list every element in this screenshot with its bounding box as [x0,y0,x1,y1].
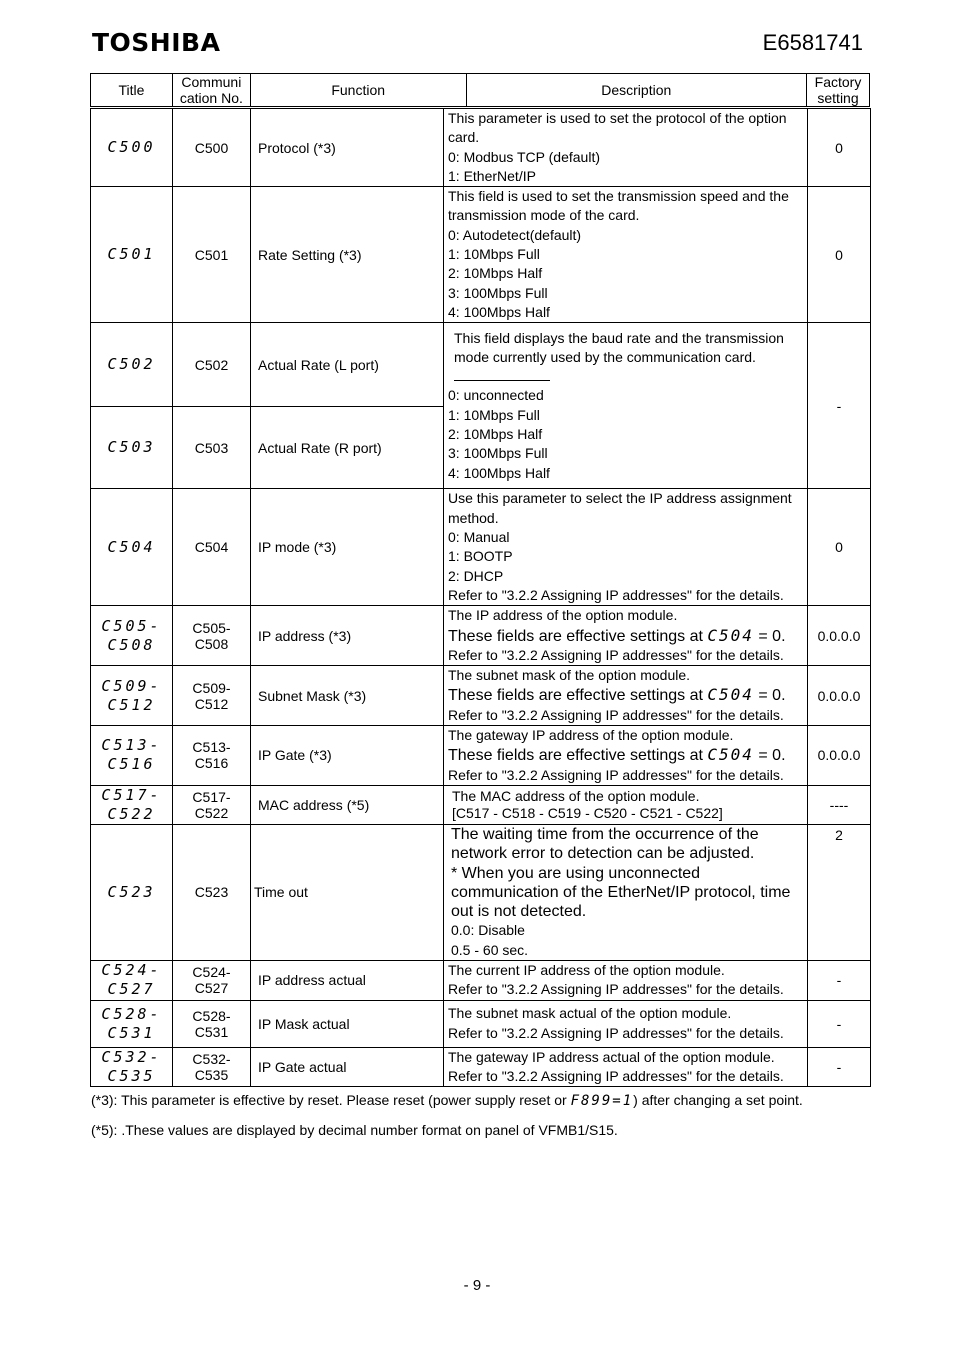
description: This field is used to set the transmission speed and the transmission mode of the card. 0: Autodetect(default) 1: 10Mbps Full 2: 10Mbps Half 3: 100Mbps Full 4: 100Mbps Half [444,187,808,323]
factory-setting: - [808,1047,871,1087]
factory-setting: 0.0.0.0 [808,726,871,786]
function-name: Rate Setting (*3) [251,187,444,323]
communication-number: C505- C508 [173,606,251,666]
header-communication-no: Communi cation No. [172,74,250,107]
factory-setting: 0.0.0.0 [808,666,871,726]
table-row [91,187,871,323]
function-name: IP mode (*3) [251,489,444,606]
factory-setting: 0 [808,109,871,187]
footnote-3: (*3): This parameter is effective by reset. Please reset (power supply reset or F899=1) after changing a set point. [91,1092,803,1109]
function-name: Subnet Mask (*3) [251,666,444,726]
factory-setting: 0 [808,187,871,323]
toshiba-logo: TOSHIBA [92,28,221,57]
page-number: - 9 - [463,1277,491,1294]
panel-display-title: C502 [91,323,173,407]
header-description: Description [466,74,806,107]
table-row [91,1000,871,1047]
function-name: IP Gate actual [251,1047,444,1087]
header-factory-setting: Factory setting [807,74,870,107]
communication-number: C502 [173,323,251,407]
header-title: Title [91,74,173,107]
footnote-5: (*5): .These values are displayed by decimal number format on panel of VFMB1/S15. [91,1122,618,1138]
description: The MAC address of the option module. [C517 - C518 - C519 - C520 - C521 - C522] [444,785,808,824]
description: The IP address of the option module. These fields are effective settings at C504 = 0. Refer to "3.2.2 Assigning IP addresses" for the details. [444,606,808,666]
table-row [91,1047,871,1087]
function-name: IP address (*3) [251,606,444,666]
table-row [91,489,871,606]
function-name: IP address actual [251,961,444,1001]
factory-setting: - [808,961,871,1001]
panel-display-title: C501 [91,187,173,323]
communication-number: C523 [173,824,251,960]
description: The gateway IP address of the option module. These fields are effective settings at C504 = 0. Refer to "3.2.2 Assigning IP addresses" for the details. [444,726,808,786]
divider [454,368,550,381]
panel-display-title: C517- C522 [91,785,173,824]
function-name: Actual Rate (L port) [251,323,444,407]
communication-number: C504 [173,489,251,606]
description: The waiting time from the occurrence of the network error to detection can be adjusted. * When you are using unconnected communication of the EtherNet/IP protocol, time out is not detected. 0.0: Disable 0.5 - 60 sec. [444,824,808,960]
table-row [91,109,871,187]
document-number: E6581741 [762,30,863,55]
function-name: Protocol (*3) [251,109,444,187]
table-row [91,606,871,666]
communication-number: C500 [173,109,251,187]
factory-setting: - [808,1000,871,1047]
table-row [91,961,871,1001]
table-row [91,323,871,407]
panel-display-title: C509- C512 [91,666,173,726]
panel-display-title: C532- C535 [91,1047,173,1087]
communication-number: C532- C535 [173,1047,251,1087]
table-row [91,785,871,824]
description: This parameter is used to set the protocol of the option card. 0: Modbus TCP (default) 1: EtherNet/IP [444,109,808,187]
function-name: IP Mask actual [251,1000,444,1047]
panel-display-title: C528- C531 [91,1000,173,1047]
description: Use this parameter to select the IP address assignment method. 0: Manual 1: BOOTP 2: DHCP Refer to "3.2.2 Assigning IP addresses" for the details. [444,489,808,606]
communication-number: C513- C516 [173,726,251,786]
parameter-table [90,108,871,1087]
communication-number: C501 [173,187,251,323]
factory-setting: - [808,323,871,489]
header-function: Function [250,74,466,107]
function-name: IP Gate (*3) [251,726,444,786]
description: The current IP address of the option module. Refer to "3.2.2 Assigning IP addresses" for the details. [444,961,808,1001]
function-name: Time out [251,824,444,960]
panel-display-title: C500 [91,109,173,187]
function-name: Actual Rate (R port) [251,407,444,489]
description: This field displays the baud rate and the transmission mode currently used by the communication card. 0: unconnected 1: 10Mbps Full 2: 10Mbps Half 3: 100Mbps Full 4: 100Mbps Half [444,323,808,489]
communication-number: C524- C527 [173,961,251,1001]
panel-display-title: C524- C527 [91,961,173,1001]
description: The subnet mask of the option module. These fields are effective settings at C504 = 0. Refer to "3.2.2 Assigning IP addresses" for the details. [444,666,808,726]
table-row [91,824,871,960]
description: The subnet mask actual of the option module. Refer to "3.2.2 Assigning IP addresses" for the details. [444,1000,808,1047]
table-row [91,726,871,786]
column-header-table [90,73,870,107]
communication-number: C517- C522 [173,785,251,824]
panel-display-title: C513- C516 [91,726,173,786]
table-row [91,666,871,726]
factory-setting: 0.0.0.0 [808,606,871,666]
factory-setting: 0 [808,489,871,606]
communication-number: C509- C512 [173,666,251,726]
communication-number: C503 [173,407,251,489]
panel-display-title: C503 [91,407,173,489]
function-name: MAC address (*5) [251,785,444,824]
panel-display-title: C504 [91,489,173,606]
factory-setting: 2 [808,824,871,960]
panel-display-title: C523 [91,824,173,960]
communication-number: C528- C531 [173,1000,251,1047]
description: The gateway IP address actual of the option module. Refer to "3.2.2 Assigning IP addresses" for the details. [444,1047,808,1087]
factory-setting: ---- [808,785,871,824]
panel-display-title: C505- C508 [91,606,173,666]
